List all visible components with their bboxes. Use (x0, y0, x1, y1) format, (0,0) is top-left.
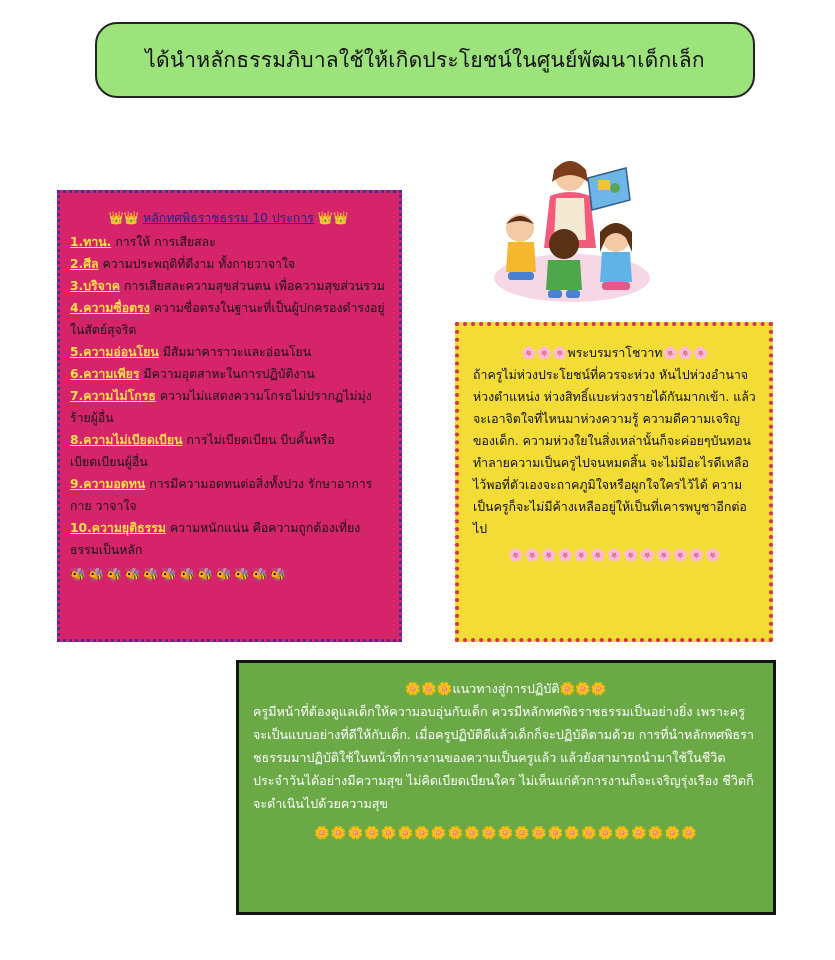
virtue-label: 9.ความอดทน (70, 477, 146, 491)
virtue-text: ความหนักแน่น คือความถูกต้องเที่ยงธรรมเป็นหลัก (70, 521, 361, 557)
virtue-item (70, 297, 387, 341)
royal-speech-heading (473, 342, 757, 364)
virtue-text: ความไม่แสดงความโกรธไม่ปรากฏไม่มุ่งร้ายผู้อื่น (70, 389, 372, 425)
practice-heading (253, 677, 759, 700)
virtue-text: ความซื่อตรงในฐานะที่เป็นผู้ปกครองดำรงอยู่ในสัตย์สุจริต (70, 301, 385, 337)
flower-row-icon: 🌸🌸🌸🌸🌸🌸🌸🌸🌸🌸🌸🌸🌸 (508, 547, 722, 562)
royal-speech-title: พระบรมราโชวาท (567, 345, 663, 360)
page-title: ได้นำหลักธรรมภิบาลใช้ให้เกิดประโยชน์ในศูนย์พัฒนาเด็กเล็ก (95, 22, 755, 98)
virtue-label: 1.ทาน. (70, 235, 112, 249)
crown-icon: 👑👑 (108, 211, 140, 225)
virtue-text: ความประพฤติที่ดีงาม ทั้งกายวาจาใจ (102, 257, 296, 271)
virtue-text: การไม่เบียดเบียน บีบคั้นหรือเบียดเบียนผู้อื่น (70, 433, 335, 469)
teacher-reading-illustration (490, 148, 655, 308)
practice-title: แนวทางสู่การปฏิบัติ (452, 681, 560, 696)
crown-icon: 👑👑 (317, 211, 349, 225)
virtue-label: 3.บริจาค (70, 279, 120, 293)
virtue-item (70, 275, 387, 297)
flower-icon: 🌸🌸🌸 (662, 345, 709, 360)
virtue-label: 6.ความเพียร (70, 367, 140, 381)
virtue-item (70, 363, 387, 385)
virtue-label: 5.ความอ่อนโยน (70, 345, 159, 359)
virtue-label: 7.ความไม่โกรธ (70, 389, 156, 403)
virtue-item (70, 473, 387, 517)
royal-speech-body: ถ้าครูไม่ห่วงประโยชน์ที่ควรจะห่วง หันไปห่วงอำนาจ ห่วงตำแหน่ง ห่วงสิทธิ์แบะห่วงรายได้กันมากเข้า. แล้วจะเอาจิตใจที่ไหนมาห่วงความรู้ ความดีความเจริญของเด็ก. ความห่วงใยในสิ่งเหล่านั้นก็จะค่อยๆบันทอนทำลายความเป็นครูไปจนหมดสิ้น จะไม่มีอะไรดีเหลือไว้พอที่ตัวเองจะถาคภูมิใจหรือผูกใจใครไว้ได้ ความเป็นครูก็จะไม่มีค้างเหลืออยู่ให้เป็นที่เคารพบูชาอีกต่อไป (473, 367, 756, 536)
virtue-label: 10.ความยุติธรรม (70, 521, 166, 535)
virtue-text: การให้ การเสียสละ (115, 235, 216, 249)
sunflower-icon: 🌼🌼🌼 (559, 681, 607, 696)
virtues-panel (57, 190, 402, 642)
virtue-item (70, 253, 387, 275)
royal-speech-panel (455, 322, 773, 642)
virtues-list (70, 231, 387, 561)
virtue-label: 2.ศีล (70, 257, 99, 271)
virtue-text: การเสียสละความสุขส่วนตน เพื่อความสุขส่วนรวม (123, 279, 385, 293)
bee-row-icon: 🐝🐝🐝🐝🐝🐝🐝🐝🐝🐝🐝🐝 (70, 568, 289, 583)
sunflower-row-icon: 🌼🌼🌼🌼🌼🌼🌼🌼🌼🌼🌼🌼🌼🌼🌼🌼🌼🌼🌼🌼🌼🌼🌼 (314, 825, 698, 840)
virtues-title: หลักทศพิธราชธรรม 10 ประการ (143, 211, 314, 225)
virtue-item (70, 429, 387, 473)
virtue-item (70, 385, 387, 429)
virtue-text: การมีความอดทนต่อสิ่งทั้งปวง รักษาอาการ กาย วาจาใจ (70, 477, 373, 513)
virtue-text: มีความอุตสาหะในการปฏิบัติงาน (143, 367, 315, 381)
virtue-item (70, 517, 387, 561)
practice-panel (236, 660, 776, 915)
virtue-label: 4.ความซื่อตรง (70, 301, 150, 315)
virtues-heading (70, 207, 387, 229)
virtue-item (70, 341, 387, 363)
virtue-item (70, 231, 387, 253)
flower-icon: 🌸🌸🌸 (521, 345, 568, 360)
virtue-label: 8.ความไม่เบียดเบียน (70, 433, 183, 447)
virtue-text: มีสัมมาคาราวะและอ่อนโยน (162, 345, 312, 359)
practice-body: ครูมีหน้าที่ต้องดูแลเด็กให้ความอบอุ่นกับเด็ก ควรมีหลักทศพิธราชธรรมเป็นอย่างยิ่ง เพราะครูจะเป็นแบบอย่างที่ดีให้กับเด็ก. เมื่อครูปฏิบัติดีแล้วเด็กก็จะปฏิบัติตามด้วย การที่นำหลักทศพิธราชธรรมมาปฏิบัติใช้ในหน้าที่การงานของความเป็นครูแล้ว แล้วยังสามารถนำมาใช้ในชีวิตประจำวันได้อย่างมีความสุข ไม่คิดเบียดเบียนใคร ไม่เห็นแก่ตัวการงานก็จะเจริญรุ่งเรือง ชีวิตก็จะดำเนินไปด้วยความสุข (253, 704, 754, 811)
sunflower-icon: 🌼🌼🌼 (405, 681, 453, 696)
